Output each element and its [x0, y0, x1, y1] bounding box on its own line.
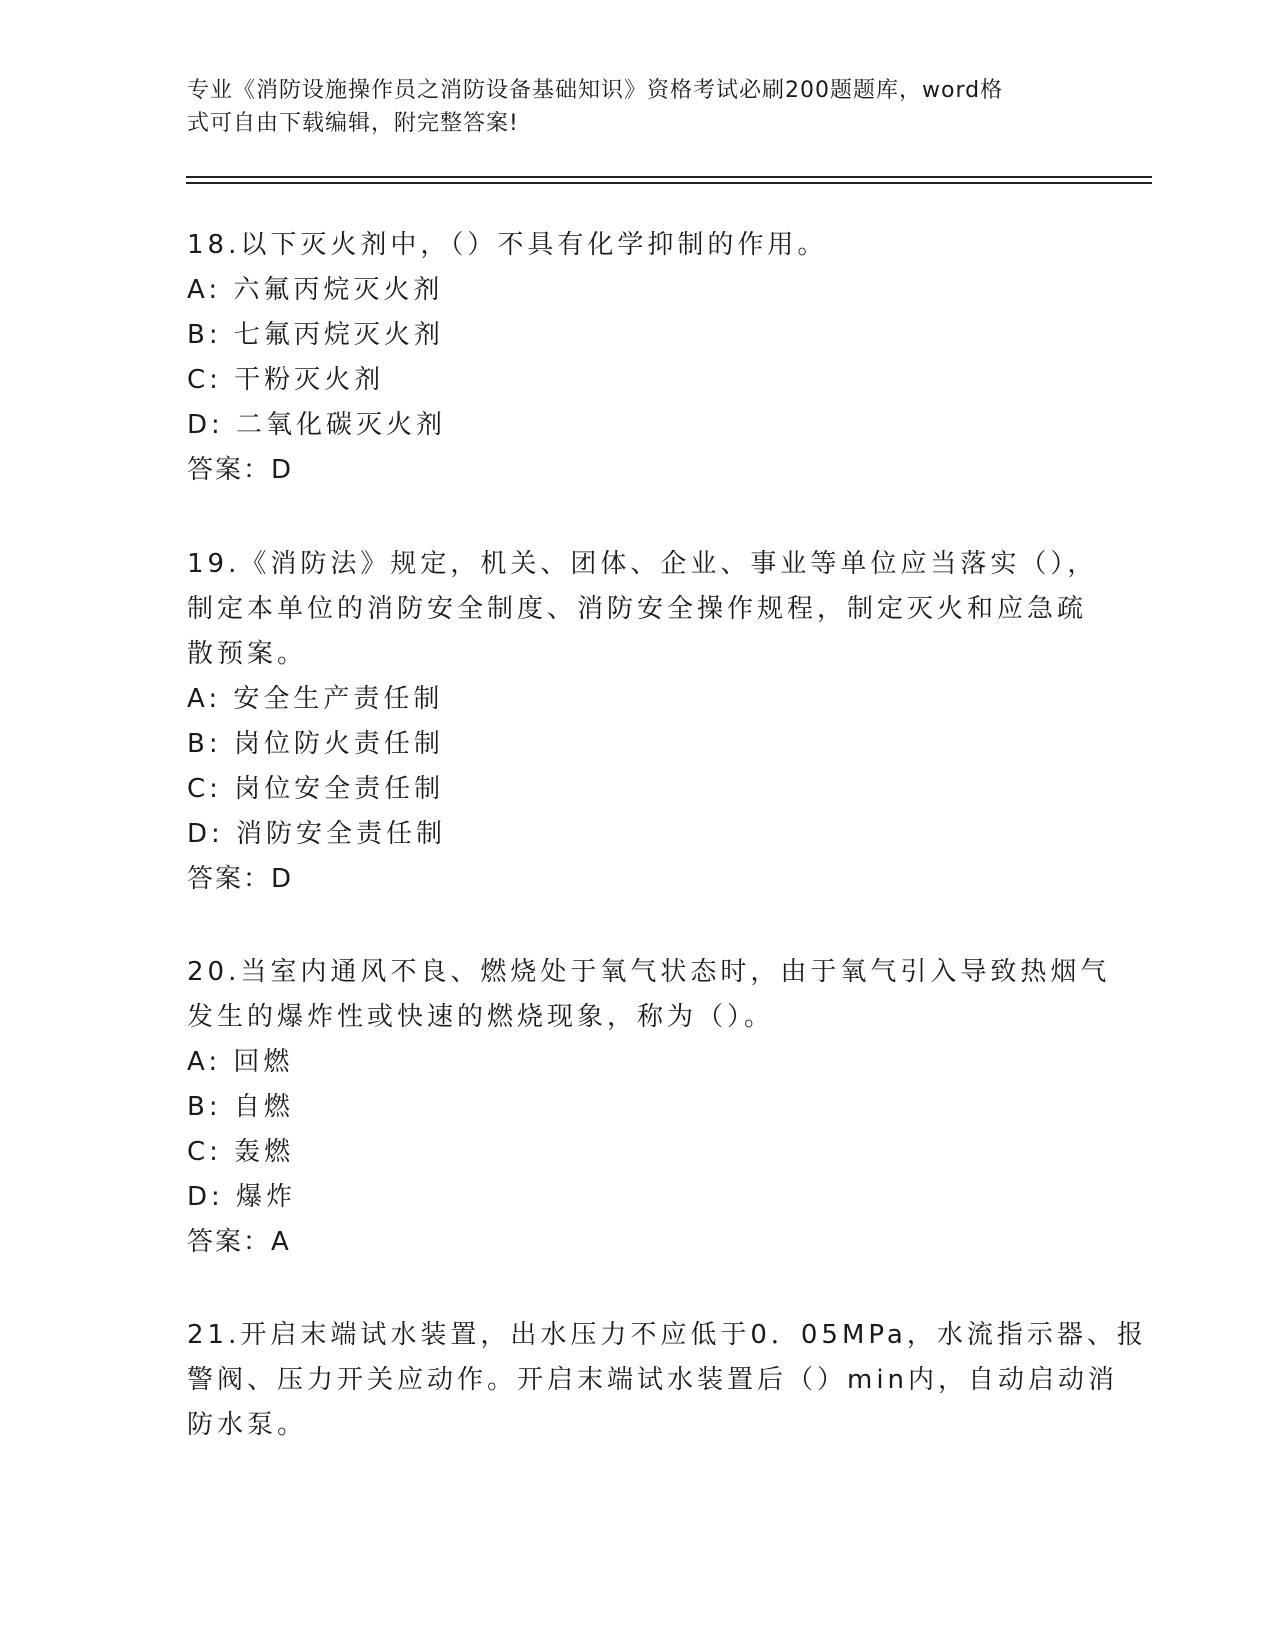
header-divider-top	[186, 176, 1152, 178]
option-c: C: 岗位安全责任制	[187, 774, 445, 804]
question-text: 21.开启末端试水装置，出水压力不应低于0．05MPa，水流指示器、报	[187, 1320, 1147, 1350]
answer: 答案：A	[187, 1227, 291, 1257]
question-text: 散预案。	[187, 639, 308, 669]
header-line-2: 式可自由下载编辑，附完整答案!	[187, 111, 519, 136]
option-a: A: 安全生产责任制	[187, 684, 444, 714]
question-19	[187, 542, 1098, 902]
option-d: D: 二氧化碳灭火剂	[187, 410, 447, 440]
question-text: 发生的爆炸性或快速的燃烧现象，称为（）。	[187, 1002, 775, 1032]
question-text: 警阀、压力开关应动作。开启末端试水装置后（）min内，自动启动消	[187, 1365, 1119, 1395]
header-divider-bottom	[186, 182, 1152, 184]
answer: 答案：D	[187, 455, 294, 485]
question-text: 19.《消防法》规定，机关、团体、企业、事业等单位应当落实（），	[187, 549, 1098, 579]
option-c: C: 干粉灭火剂	[187, 365, 385, 395]
option-d: D: 消防安全责任制	[187, 819, 447, 849]
option-b: B: 七氟丙烷灭火剂	[187, 320, 444, 350]
option-c: C: 轰燃	[187, 1137, 295, 1167]
option-b: B: 岗位防火责任制	[187, 729, 444, 759]
option-b: B: 自燃	[187, 1092, 294, 1122]
answer: 答案：D	[187, 864, 294, 894]
question-21	[187, 1313, 1147, 1448]
question-text: 18.以下灭火剂中，（）不具有化学抑制的作用。	[187, 230, 828, 260]
option-d: D: 爆炸	[187, 1182, 297, 1212]
document-header	[187, 74, 1067, 140]
header-line-1: 专业《消防设施操作员之消防设备基础知识》资格考试必刷200题题库，word格	[187, 78, 1004, 103]
question-18	[187, 223, 1087, 493]
option-a: A: 六氟丙烷灭火剂	[187, 275, 444, 305]
option-a: A: 回燃	[187, 1047, 294, 1077]
question-text: 防水泵。	[187, 1410, 308, 1440]
question-20	[187, 950, 1111, 1265]
question-text: 20.当室内通风不良、燃烧处于氧气状态时，由于氧气引入导致热烟气	[187, 957, 1111, 987]
question-text: 制定本单位的消防安全制度、消防安全操作规程，制定灭火和应急疏	[187, 594, 1088, 624]
